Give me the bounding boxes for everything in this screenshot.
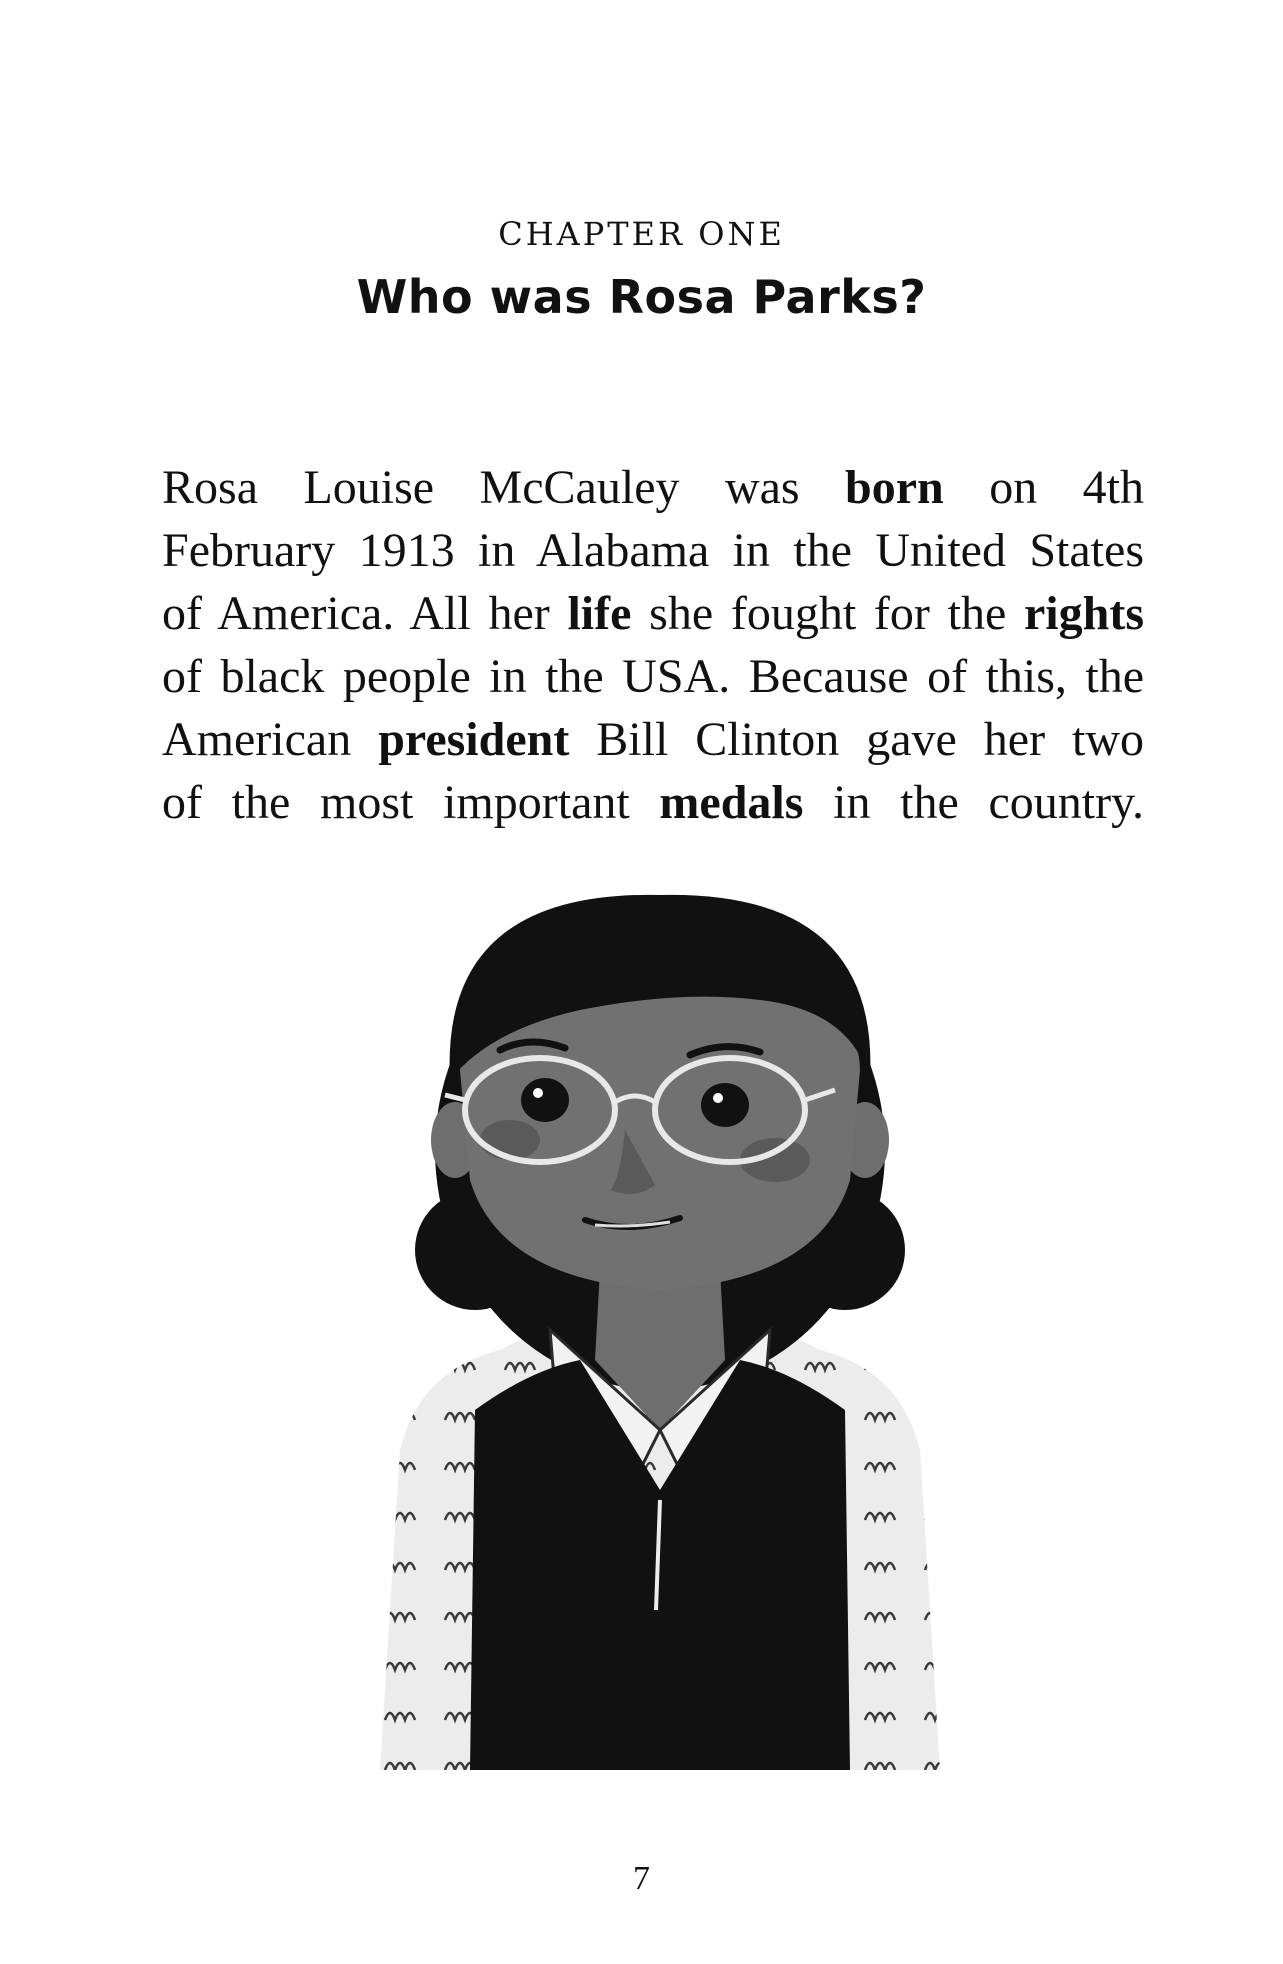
text-segment: of black people in the USA. Because of this, the bbox=[162, 650, 1144, 703]
bold-keyword: president bbox=[378, 713, 570, 766]
bold-keyword: rights bbox=[1024, 587, 1144, 640]
text-segment: of America. All her bbox=[162, 587, 568, 640]
text-segment: of the most important bbox=[162, 776, 660, 829]
rosa-parks-portrait-icon bbox=[380, 890, 940, 1770]
paragraph-line bbox=[162, 582, 1144, 645]
text-segment: American bbox=[162, 713, 379, 766]
paragraph-line bbox=[162, 456, 1144, 519]
text-segment: on 4th bbox=[943, 461, 1144, 514]
text-segment: Rosa Louise McCauley was bbox=[162, 461, 846, 514]
bold-keyword: born bbox=[845, 461, 944, 514]
text-segment: February 1913 in Alabama in the United States bbox=[162, 524, 1144, 577]
chapter-title: Who was Rosa Parks? bbox=[356, 270, 927, 324]
text-segment: Bill Clinton gave her two bbox=[569, 713, 1144, 766]
text-segment: she fought for the bbox=[631, 587, 1024, 640]
body-paragraph bbox=[162, 456, 1144, 834]
bold-keyword: medals bbox=[659, 776, 804, 829]
chapter-label: CHAPTER ONE bbox=[498, 215, 785, 253]
text-segment: in the country. bbox=[803, 776, 1145, 829]
page-number: 7 bbox=[633, 1860, 650, 1897]
paragraph-line bbox=[162, 645, 1144, 708]
paragraph-line bbox=[162, 771, 1144, 834]
bold-keyword: life bbox=[567, 587, 632, 640]
paragraph-line bbox=[162, 708, 1144, 771]
paragraph-line bbox=[162, 519, 1144, 582]
